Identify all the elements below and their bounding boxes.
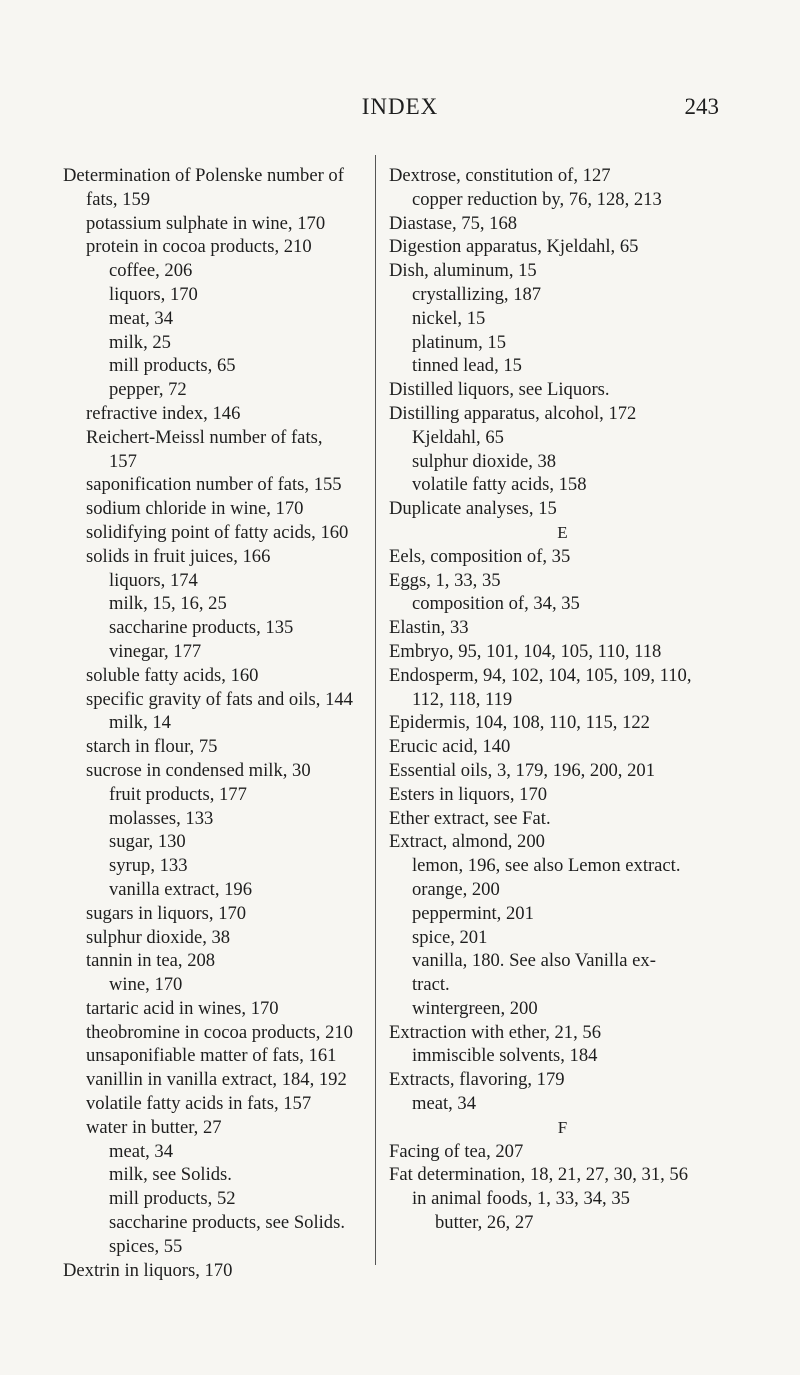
- index-entry: crystallizing, 187: [412, 283, 542, 305]
- index-entry: meat, 34: [109, 307, 174, 329]
- index-entry: sodium chloride in wine, 170: [86, 498, 304, 520]
- index-entry: Ether extract, see Fat.: [389, 807, 551, 829]
- index-entry: Essential oils, 3, 179, 196, 200, 201: [389, 759, 655, 781]
- index-entry: saccharine products, see Solids.: [109, 1212, 345, 1234]
- index-entry: Digestion apparatus, Kjeldahl, 65: [389, 236, 639, 258]
- index-entry: soluble fatty acids, 160: [86, 664, 259, 686]
- index-entry: Esters in liquors, 170: [389, 783, 548, 805]
- index-entry: tinned lead, 15: [412, 355, 522, 377]
- index-entry: meat, 34: [109, 1140, 174, 1162]
- index-entry: protein in cocoa products, 210: [86, 236, 312, 258]
- index-entry: Extraction with ether, 21, 56: [389, 1021, 601, 1043]
- index-entry: Reichert-Meissl number of fats,: [86, 426, 323, 448]
- index-entry: meat, 34: [412, 1093, 477, 1115]
- index-entry: sugars in liquors, 170: [86, 902, 247, 924]
- index-entry: refractive index, 146: [86, 402, 241, 424]
- index-column-left: [63, 164, 368, 1282]
- index-entry: vanillin in vanilla extract, 184, 192: [86, 1069, 347, 1091]
- index-entry: sucrose in condensed milk, 30: [86, 759, 311, 781]
- index-entry: Epidermis, 104, 108, 110, 115, 122: [389, 712, 650, 734]
- index-entry: volatile fatty acids, 158: [412, 474, 587, 496]
- index-entry: spices, 55: [109, 1235, 183, 1257]
- index-entry: Facing of tea, 207: [389, 1140, 524, 1162]
- index-entry: 157: [109, 450, 137, 472]
- column-divider: [375, 155, 376, 1265]
- index-entry: saponification number of fats, 155: [86, 474, 342, 496]
- index-entry: milk, 15, 16, 25: [109, 593, 227, 615]
- index-entry: syrup, 133: [109, 855, 188, 877]
- index-letter-heading: F: [557, 1117, 568, 1137]
- index-entry: sulphur dioxide, 38: [86, 926, 231, 948]
- index-entry: wintergreen, 200: [412, 997, 538, 1019]
- index-entry: copper reduction by, 76, 128, 213: [412, 188, 662, 210]
- index-entry: Duplicate analyses, 15: [389, 498, 557, 520]
- index-entry: specific gravity of fats and oils, 144: [86, 688, 353, 710]
- page-header: [0, 94, 800, 134]
- index-entry: molasses, 133: [109, 807, 214, 829]
- index-entry: milk, see Solids.: [109, 1164, 232, 1186]
- index-entry: mill products, 52: [109, 1188, 236, 1210]
- index-entry: Distilling apparatus, alcohol, 172: [389, 402, 637, 424]
- index-entry: Erucic acid, 140: [389, 736, 511, 758]
- index-entry: mill products, 65: [109, 355, 236, 377]
- index-entry: fats, 159: [86, 188, 151, 210]
- index-entry: milk, 14: [109, 712, 171, 734]
- index-entry: lemon, 196, see also Lemon extract.: [412, 855, 681, 877]
- index-entry: butter, 26, 27: [435, 1212, 534, 1234]
- index-entry: tract.: [412, 974, 450, 996]
- index-entry: peppermint, 201: [412, 902, 534, 924]
- index-entry: Dextrose, constitution of, 127: [389, 165, 611, 186]
- index-entry: Endosperm, 94, 102, 104, 105, 109, 110,: [389, 664, 692, 686]
- index-entry: Dextrin in liquors, 170: [63, 1259, 233, 1281]
- index-entry: Diastase, 75, 168: [389, 212, 518, 234]
- index-entry: vanilla extract, 196: [109, 878, 253, 900]
- index-entry: liquors, 174: [109, 569, 198, 591]
- index-entry: theobromine in cocoa products, 210: [86, 1021, 353, 1043]
- index-entry: milk, 25: [109, 331, 171, 353]
- index-entry: Extract, almond, 200: [389, 831, 545, 853]
- index-entry: composition of, 34, 35: [412, 593, 580, 615]
- index-entry: saccharine products, 135: [109, 617, 294, 639]
- index-entry: tannin in tea, 208: [86, 950, 216, 972]
- index-entry: spice, 201: [412, 926, 488, 948]
- index-entry: vinegar, 177: [109, 640, 202, 662]
- index-entry: Elastin, 33: [389, 617, 469, 639]
- index-entry: immiscible solvents, 184: [412, 1045, 598, 1067]
- index-entry: fruit products, 177: [109, 783, 247, 805]
- index-entry: sulphur dioxide, 38: [412, 450, 557, 472]
- index-entry: Eggs, 1, 33, 35: [389, 569, 501, 591]
- index-entry: starch in flour, 75: [86, 736, 218, 758]
- index-entry: sugar, 130: [109, 831, 186, 853]
- index-entry: Embryo, 95, 101, 104, 105, 110, 118: [389, 640, 662, 662]
- index-entry: volatile fatty acids in fats, 157: [86, 1093, 312, 1115]
- index-entry: nickel, 15: [412, 307, 486, 329]
- index-entry: Fat determination, 18, 21, 27, 30, 31, 56: [389, 1164, 689, 1186]
- page-number: 243: [684, 94, 719, 119]
- index-entry: Kjeldahl, 65: [412, 426, 504, 448]
- index-entry: in animal foods, 1, 33, 34, 35: [412, 1188, 630, 1210]
- index-entry: platinum, 15: [412, 331, 506, 353]
- running-title: INDEX: [361, 94, 439, 119]
- index-letter-heading: E: [557, 522, 568, 542]
- index-entry: Distilled liquors, see Liquors.: [389, 379, 610, 401]
- index-entry: Extracts, flavoring, 179: [389, 1069, 565, 1091]
- index-entry: potassium sulphate in wine, 170: [86, 212, 326, 234]
- index-entry: solidifying point of fatty acids, 160: [86, 521, 349, 543]
- index-entry: tartaric acid in wines, 170: [86, 997, 279, 1019]
- index-entry: Dish, aluminum, 15: [389, 260, 537, 282]
- index-column-right: [389, 164, 736, 1235]
- index-entry: 112, 118, 119: [412, 688, 513, 710]
- index-entry: solids in fruit juices, 166: [86, 545, 271, 567]
- index-entry: unsaponifiable matter of fats, 161: [86, 1045, 337, 1067]
- index-entry: wine, 170: [109, 974, 183, 996]
- index-entry: Determination of Polenske number of: [63, 165, 344, 186]
- index-entry: Eels, composition of, 35: [389, 545, 571, 567]
- index-entry: pepper, 72: [109, 379, 187, 401]
- index-entry: liquors, 170: [109, 283, 198, 305]
- index-entry: orange, 200: [412, 878, 500, 900]
- index-entry: water in butter, 27: [86, 1116, 222, 1138]
- index-entry: coffee, 206: [109, 260, 193, 282]
- index-entry: vanilla, 180. See also Vanilla ex-: [412, 950, 656, 972]
